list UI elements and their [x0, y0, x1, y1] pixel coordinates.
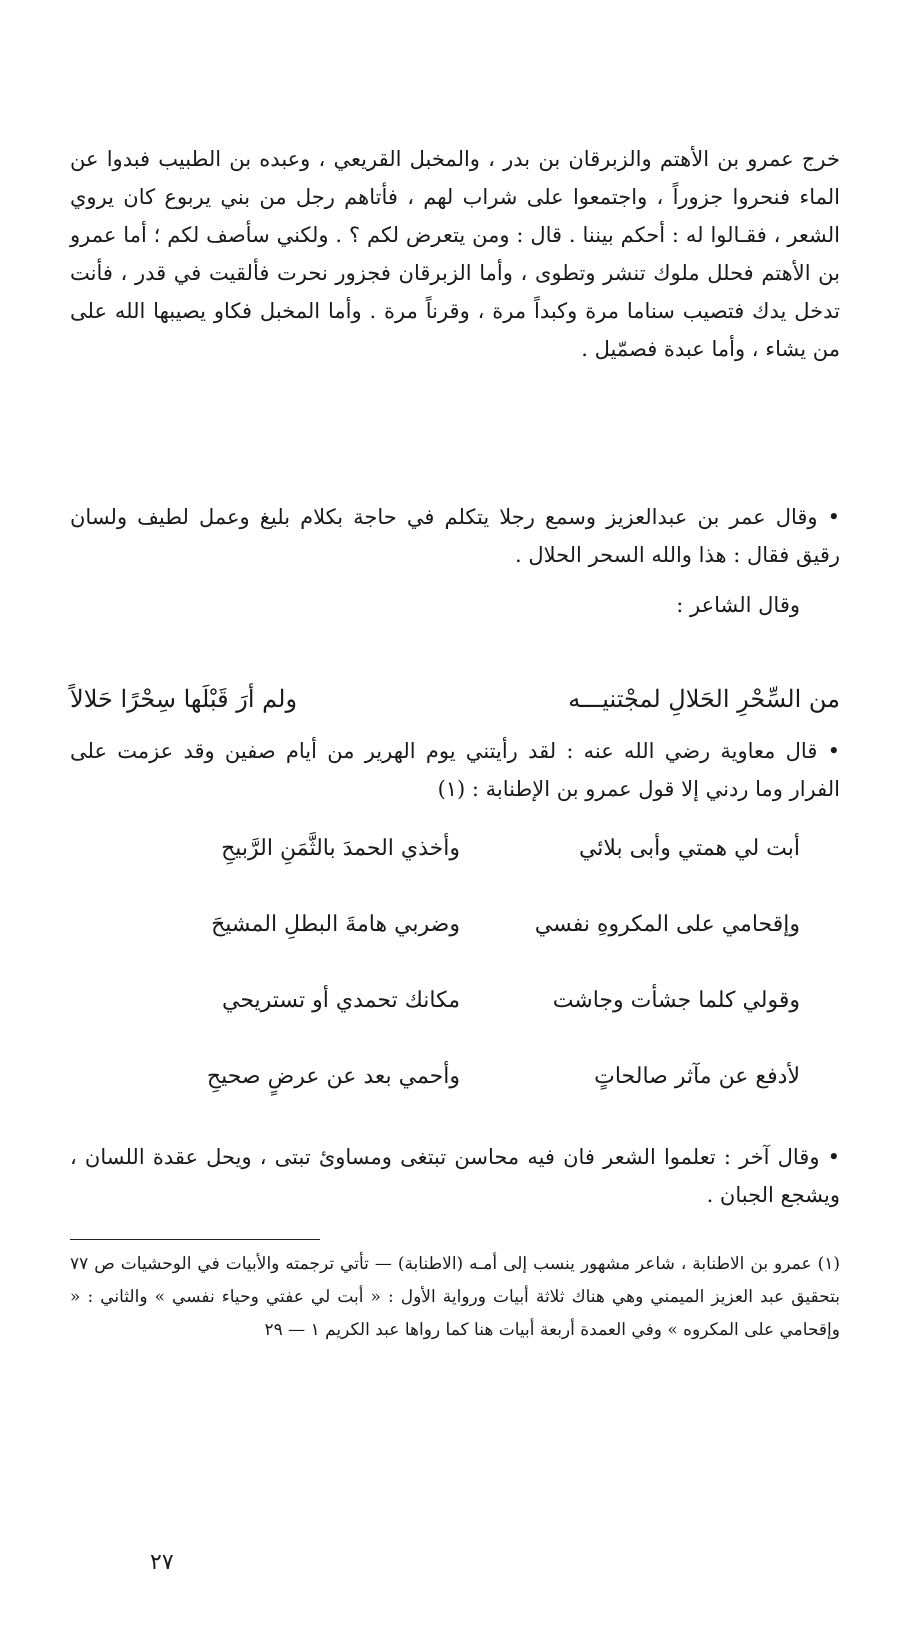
paragraph-muawiya-quote: • قال معاوية رضي الله عنه : لقد رأيتني يوم الهرير من أيام صفين وقد عزمت على الفرار وما ردني إلا قول عمرو بن الإطنابة : (١): [70, 739, 840, 801]
footnote-divider: [70, 1239, 320, 1240]
poem-hemistich-first: وقولي كلما جشأت وجاشت: [552, 988, 800, 1013]
poem-block: [70, 824, 840, 1128]
page-number: ٢٧: [150, 1550, 174, 1575]
poem-line: [70, 976, 840, 1052]
paragraph-anecdote-judgment: خرج عمرو بن الأهتم والزبرقان بن بدر ، والمخبل القريعي ، وعبده بن الطبيب فبدوا عن الماء فنحروا جزوراً ، واجتمعوا على شراب لهم ، فأتاهم رجل من بني يربوع كان يروي الشعر ، فقـالوا له : أحكم بيننا . قال : ومن يتعرض لكم ؟ . ولكني سأصف لكم ؛ أما عمرو بن الأهتم فحلل ملوك تنشر وتطوى ، وأما الزبرقان فجزور نحرت فألقيت في قدر ، فأنت تدخل يدك فتصيب سناما مرة وكبداً مرة ، وقرناً مرة . وأما المخبل فكاو يصيبها الله على من يشاء ، وأما عبدة فصمّيل .: [70, 147, 840, 361]
verse-line: [70, 676, 840, 722]
poem-hemistich-second: وضربي هامةَ البطلِ المشيحَ: [211, 912, 460, 937]
footnote: (١) عمرو بن الاطنابة ، شاعر مشهور ينسب إلى أمـه (الاطنابة) — تأتي ترجمته والأبيات في الوحشيات ص ٧٧ بتحقيق عبد العزيز الميمني وهي هناك ثلاثة أبيات ورواية الأول : « أبت لي عفتي وحياء نفسي » والثاني : « وإقحامي على المكروه » وفي العمدة أربعة أبيات هنا كما رواها عبد الكريم ١ — ٢٩: [70, 1254, 840, 1340]
poem-hemistich-first: أبت لي همتي وأبى بلائي: [578, 836, 800, 861]
poem-hemistich-second: وأخذي الحمدَ بالثَّمَنِ الرَّبيحِ: [221, 836, 460, 861]
poem-hemistich-first: لأدفع عن مآثر صالحاتٍ: [594, 1064, 800, 1089]
poem-hemistich-second: وأحمي بعد عن عرضٍ صحيحِ: [206, 1064, 460, 1089]
paragraph-poetry-advice: • وقال آخر : تعلموا الشعر فان فيه محاسن تبتغى ومساوئ تبتى ، ويحل عقدة اللسان ، ويشجع الجبان .: [70, 1145, 840, 1207]
paragraph-poet-intro: وقال الشاعر :: [676, 593, 800, 617]
poem-line: [70, 900, 840, 976]
poem-line: [70, 1052, 840, 1128]
verse-hemistich-first: من السِّحْرِ الحَلالِ لمجْتنيـــه: [568, 685, 840, 713]
paragraph-umar-quote: • وقال عمر بن عبدالعزيز وسمع رجلا يتكلم في حاجة بكلام بليغ وعمل لطيف ولسان رقيق فقال : هذا والله السحر الحلال .: [70, 505, 840, 567]
poem-hemistich-first: وإقحامي على المكروهِ نفسي: [534, 912, 800, 937]
poem-hemistich-second: مكانك تحمدي أو تستريحي: [221, 988, 460, 1013]
verse-hemistich-second: ولم أرَ قَبْلَها سِحْرًا حَلالاً: [70, 685, 298, 713]
poem-line: [70, 824, 840, 900]
